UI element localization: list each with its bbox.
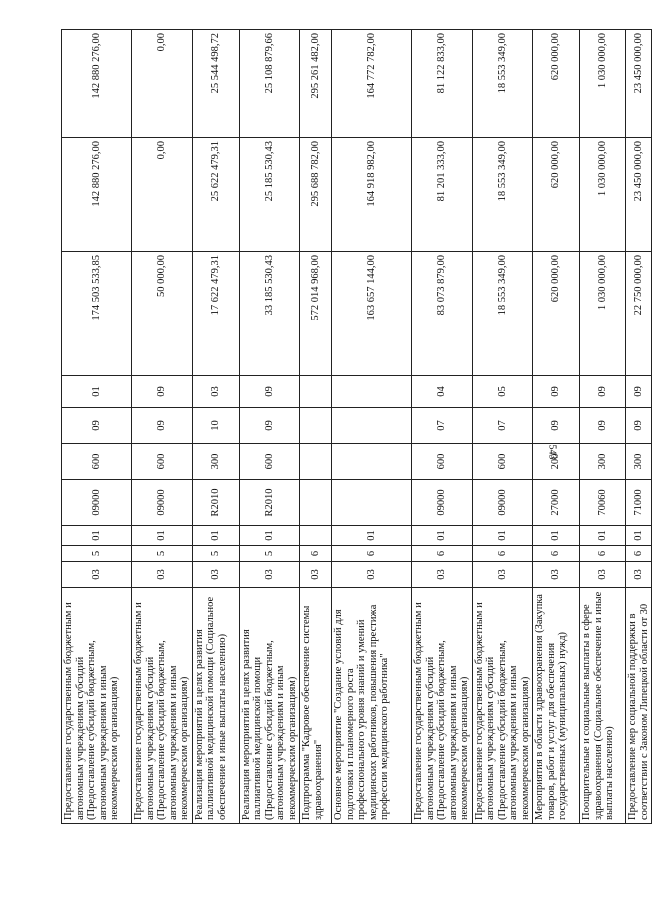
subsection-code — [332, 376, 412, 408]
event-code: 01 — [192, 526, 239, 546]
direction-code: 71000 — [626, 480, 652, 526]
subprogram-code: 6 — [300, 546, 332, 562]
section-code — [300, 408, 332, 444]
table-row — [533, 30, 580, 824]
table-row — [300, 30, 332, 824]
subsection-code: 09 — [239, 376, 300, 408]
expense-type-code — [300, 444, 332, 480]
section-code — [332, 408, 412, 444]
value-year-1: 620 000,00 — [533, 252, 580, 376]
value-year-2: 1 030 000,00 — [580, 138, 626, 252]
row-name: Поощрительные и социальные выплаты в сфере здравоохранения (Социальное обеспечение и иные выплаты населению) — [580, 588, 626, 824]
expense-type-code: 300 — [192, 444, 239, 480]
table-row — [192, 30, 239, 824]
value-year-1: 163 657 144,00 — [332, 252, 412, 376]
subsection-code — [300, 376, 332, 408]
event-code: 01 — [533, 526, 580, 546]
event-code: 01 — [580, 526, 626, 546]
value-year-2: 142 880 276,00 — [62, 138, 132, 252]
expense-type-code: 600 — [412, 444, 473, 480]
value-year-2: 295 688 782,00 — [300, 138, 332, 252]
section-code: 09 — [239, 408, 300, 444]
subsection-code: 01 — [62, 376, 132, 408]
section-code: 09 — [62, 408, 132, 444]
value-year-1: 174 503 533,85 — [62, 252, 132, 376]
expense-type-code: 600 — [472, 444, 533, 480]
value-year-1: 22 750 000,00 — [626, 252, 652, 376]
value-year-3: 142 880 276,00 — [62, 30, 132, 138]
section-code: 07 — [472, 408, 533, 444]
table-row — [332, 30, 412, 824]
subprogram-code: 6 — [472, 546, 533, 562]
table-row — [580, 30, 626, 824]
expense-type-code: 300 — [580, 444, 626, 480]
subprogram-code: 5 — [239, 546, 300, 562]
event-code: 01 — [626, 526, 652, 546]
row-name: Предоставление государственным бюджетным и автономным учреждениям субсидий (Предоставление субсидий бюджетным, автономным учреждениям и иным некоммерческим организациям) — [412, 588, 473, 824]
table-body — [62, 30, 652, 824]
event-code: 01 — [62, 526, 132, 546]
subprogram-code: 6 — [580, 546, 626, 562]
event-code: 01 — [132, 526, 193, 546]
section-code: 09 — [132, 408, 193, 444]
value-year-1: 17 622 479,31 — [192, 252, 239, 376]
event-code: 01 — [472, 526, 533, 546]
subsection-code: 03 — [192, 376, 239, 408]
expense-type-code: 200 — [533, 444, 580, 480]
event-code — [300, 526, 332, 546]
subsection-code: 09 — [132, 376, 193, 408]
event-code: 01 — [412, 526, 473, 546]
direction-code: 09000 — [132, 480, 193, 526]
program-code: 03 — [300, 562, 332, 588]
table-row — [239, 30, 300, 824]
section-code: 10 — [192, 408, 239, 444]
program-code: 03 — [580, 562, 626, 588]
section-code: 07 — [412, 408, 473, 444]
value-year-2: 23 450 000,00 — [626, 138, 652, 252]
event-code: 01 — [239, 526, 300, 546]
expense-type-code: 300 — [626, 444, 652, 480]
table-row — [472, 30, 533, 824]
value-year-3: 23 450 000,00 — [626, 30, 652, 138]
program-code: 03 — [62, 562, 132, 588]
value-year-2: 620 000,00 — [533, 138, 580, 252]
value-year-3: 164 772 782,00 — [332, 30, 412, 138]
value-year-1: 572 014 968,00 — [300, 252, 332, 376]
subsection-code: 09 — [533, 376, 580, 408]
value-year-3: 0,00 — [132, 30, 193, 138]
value-year-2: 25 622 479,31 — [192, 138, 239, 252]
direction-code: 70060 — [580, 480, 626, 526]
row-name: Реализация мероприятий в целях развития паллиативной медицинской помощи (Предоставление субсидий бюджетным, автономным учреждениям и иным некоммерческим организациям) — [239, 588, 300, 824]
row-name: Предоставление мер социальной поддержки в соответствии с Законом Липецкой области от 30 — [626, 588, 652, 824]
subprogram-code: 5 — [192, 546, 239, 562]
program-code: 03 — [132, 562, 193, 588]
value-year-2: 164 918 982,00 — [332, 138, 412, 252]
row-name: Реализация мероприятий в целях развития паллиативной медицинской помощи (Социальное обеспечение и иные выплаты населению) — [192, 588, 239, 824]
expense-type-code: 600 — [62, 444, 132, 480]
value-year-3: 25 544 498,72 — [192, 30, 239, 138]
direction-code: 09000 — [412, 480, 473, 526]
subprogram-code: 6 — [626, 546, 652, 562]
row-name: Предоставление государственным бюджетным и автономным учреждениям субсидий (Предоставление субсидий бюджетным, автономным учреждениям и иным некоммерческим организациям) — [472, 588, 533, 824]
expense-type-code — [332, 444, 412, 480]
value-year-1: 18 553 349,00 — [472, 252, 533, 376]
direction-code: 27000 — [533, 480, 580, 526]
program-code: 03 — [626, 562, 652, 588]
value-year-1: 1 030 000,00 — [580, 252, 626, 376]
direction-code: 09000 — [472, 480, 533, 526]
subsection-code: 09 — [626, 376, 652, 408]
row-name: Основное мероприятие "Создание условий для подготовки и планомерного роста профессионального уровня знаний и умений медицинских работников, повышения престижа профессии медицинского работника" — [332, 588, 412, 824]
program-code: 03 — [192, 562, 239, 588]
program-code: 03 — [533, 562, 580, 588]
section-code: 09 — [626, 408, 652, 444]
subprogram-code: 5 — [62, 546, 132, 562]
program-code: 03 — [239, 562, 300, 588]
direction-code: R2010 — [239, 480, 300, 526]
table-row — [412, 30, 473, 824]
value-year-2: 18 553 349,00 — [472, 138, 533, 252]
row-name: Мероприятия в области здравоохранения (Закупка товаров, работ и услуг для обеспечения государственных (муниципальных) нужд) — [533, 588, 580, 824]
subsection-code: 09 — [580, 376, 626, 408]
expense-type-code: 600 — [239, 444, 300, 480]
section-code: 09 — [533, 408, 580, 444]
subsection-code: 05 — [472, 376, 533, 408]
event-code: 01 — [332, 526, 412, 546]
page-number: 543 — [546, 444, 558, 460]
row-name: Предоставление государственным бюджетным и автономным учреждениям субсидий (Предоставление субсидий бюджетным, автономным учреждениям и иным некоммерческим организациям) — [62, 588, 132, 824]
value-year-3: 25 108 879,66 — [239, 30, 300, 138]
row-name: Подпрограмма "Кадровое обеспечение системы здравоохранения" — [300, 588, 332, 824]
table-row — [132, 30, 193, 824]
subprogram-code: 6 — [332, 546, 412, 562]
value-year-1: 33 185 530,43 — [239, 252, 300, 376]
subprogram-code: 5 — [132, 546, 193, 562]
program-code: 03 — [472, 562, 533, 588]
direction-code — [332, 480, 412, 526]
value-year-3: 81 122 833,00 — [412, 30, 473, 138]
subprogram-code: 6 — [533, 546, 580, 562]
table-row — [626, 30, 652, 824]
table-row — [62, 30, 132, 824]
row-name: Предоставление государственным бюджетным и автономным учреждениям субсидий (Предоставление субсидий бюджетным, автономным учреждениям и иным некоммерческим организациям) — [132, 588, 193, 824]
program-code: 03 — [412, 562, 473, 588]
value-year-2: 81 201 333,00 — [412, 138, 473, 252]
value-year-3: 1 030 000,00 — [580, 30, 626, 138]
expense-type-code: 600 — [132, 444, 193, 480]
subsection-code: 04 — [412, 376, 473, 408]
value-year-1: 83 073 879,00 — [412, 252, 473, 376]
subprogram-code: 6 — [412, 546, 473, 562]
value-year-2: 0,00 — [132, 138, 193, 252]
direction-code — [300, 480, 332, 526]
direction-code: R2010 — [192, 480, 239, 526]
program-code: 03 — [332, 562, 412, 588]
budget-table — [61, 29, 652, 824]
value-year-3: 295 261 482,00 — [300, 30, 332, 138]
direction-code: 09000 — [62, 480, 132, 526]
value-year-3: 18 553 349,00 — [472, 30, 533, 138]
value-year-1: 50 000,00 — [132, 252, 193, 376]
value-year-3: 620 000,00 — [533, 30, 580, 138]
section-code: 09 — [580, 408, 626, 444]
value-year-2: 25 185 530,43 — [239, 138, 300, 252]
